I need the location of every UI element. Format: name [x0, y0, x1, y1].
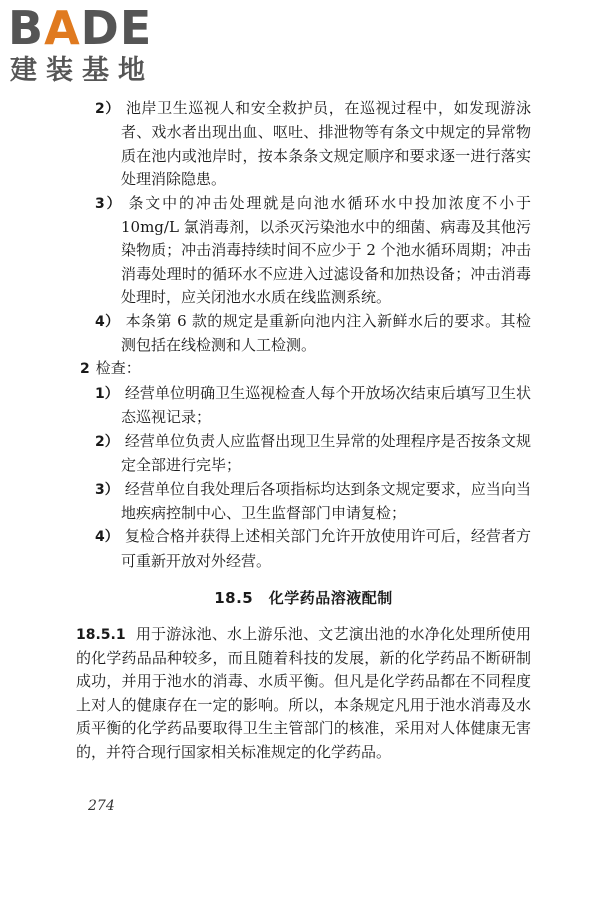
list-item — [76, 525, 531, 573]
list-item — [76, 478, 531, 526]
item-text: 经营单位自我处理后各项指标均达到条文规定要求，应当向当地疾病控制中心、卫生监督部门申请复检； — [121, 479, 531, 522]
item-number: 4） — [95, 313, 120, 330]
logo-letter-b: B — [8, 1, 45, 55]
item-text: 条文中的冲击处理就是向池水循环水中投加浓度不小于 10mg/L 氯消毒剂，以杀灭污染池水中的细菌、病毒及其他污染物质；冲击消毒持续时间不应少于 2 个池水循环周期；冲击消毒处理时的循环水不应进入过滤设备和加热设备；冲击消毒处理时，应关闭池水水质在线监测系统。 — [121, 193, 531, 307]
logo-wordmark — [8, 1, 153, 55]
item-number: 2） — [95, 433, 119, 450]
item-text: 复检合格并获得上述相关部门允许开放使用许可后，经营者方可重新开放对外经营。 — [121, 527, 531, 570]
item-text: 经营单位明确卫生巡视检查人每个开放场次结束后填写卫生状态巡视记录； — [121, 383, 531, 427]
clause-paragraph — [76, 623, 531, 764]
section-title: 18.5 化学药品溶液配制 — [214, 589, 393, 608]
clause-text: 用于游泳池、水上游乐池、文艺演出池的水净化处理所使用的化学药品品种较多，而且随着科技的发展，新的化学药品不断研制成功，并用于池水的消毒、水质平衡。但凡是化学药品都在不同程度上对人的健康存在一定的影响。所以，本条规定凡用于池水消毒及水质平衡的化学药品要取得卫生主管部门的核准，采用对人体健康无害的，并符合现行国家相关标准规定的化学药品。 — [76, 624, 531, 761]
item-text: 经营单位负责人应监督出现卫生异常的处理程序是否按条文规定全部进行完毕； — [121, 431, 531, 475]
item-number: 1） — [95, 385, 119, 402]
item-number: 2） — [95, 101, 120, 117]
list-item — [76, 382, 531, 430]
bade-logo — [8, 1, 180, 88]
list-item — [76, 192, 531, 310]
list-item — [76, 430, 531, 478]
item-number: 3） — [95, 195, 123, 212]
list-item — [76, 97, 531, 192]
list-item — [76, 310, 531, 358]
logo-tagline: 建装基地 — [10, 55, 154, 86]
item-text: 池岸卫生巡视人和安全救护员，在巡视过程中，如发现游泳者、戏水者出现出血、呕吐、排泄物等有条文中规定的异常物质在池内或池岸时，按本条条文规定顺序和要求逐一进行落实处理消除隐患。 — [121, 99, 531, 189]
check-label: 检查： — [95, 359, 141, 378]
check-heading — [76, 357, 531, 381]
item-number: 3） — [95, 481, 119, 498]
item-text: 本条第 6 款的规定是重新向池内注入新鲜水后的要求。其检测包括在线检测和人工检测。 — [121, 311, 531, 355]
page-content — [76, 97, 531, 764]
clause-number: 18.5.1 — [76, 626, 126, 643]
page-number: 274 — [88, 798, 115, 814]
logo-letters-de: DE — [80, 1, 153, 55]
logo-letter-a-accent: A — [44, 1, 81, 55]
check-number: 2 — [80, 361, 90, 378]
item-number: 4） — [95, 529, 119, 546]
